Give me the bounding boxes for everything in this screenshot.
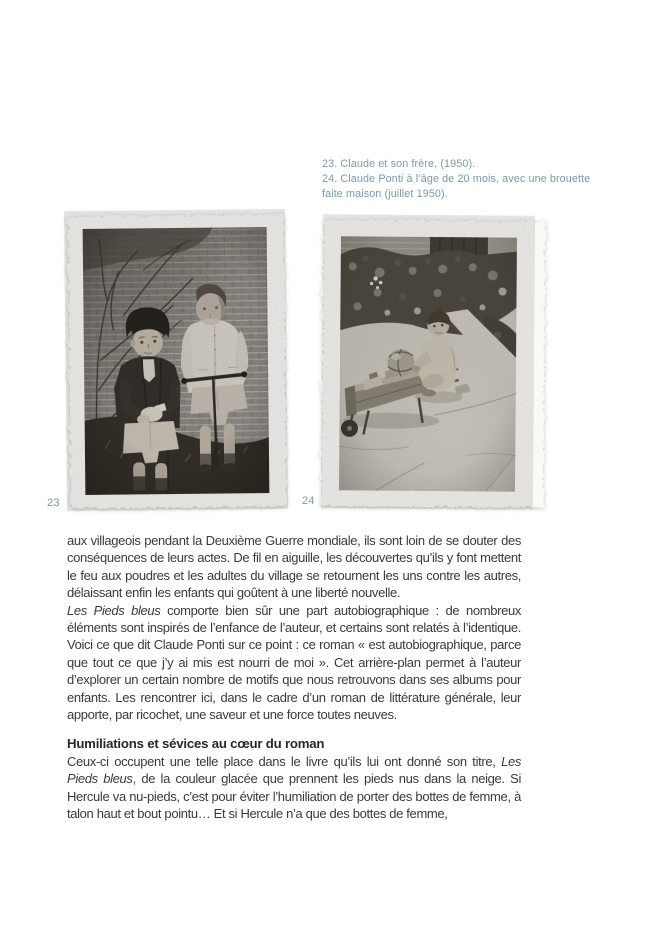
paragraph-village: aux villageois pendant la Deuxième Guerre mondiale, ils sont loin de se douter des conséquences de leurs actes. De fil en aiguille, les découvertes qu’ils y font mettent le feu aux poudres et les adultes du village se retournent les uns contre les autres, délaissant enfin les enfants qui goûtent à une liberté nouvelle. bbox=[67, 533, 521, 601]
caption-photo-24-line1: 24. Claude Ponti à l’âge de 20 mois, avec une brouette bbox=[322, 173, 591, 185]
photo-number-24: 24 bbox=[302, 495, 315, 507]
section-heading: Humiliations et sévices au cœur du roman bbox=[67, 736, 325, 752]
photo-claude-and-brother bbox=[62, 209, 289, 511]
caption-photo-23: 23. Claude et son frère, (1950). bbox=[322, 158, 476, 170]
photo-23-picture bbox=[83, 227, 270, 495]
photo-number-23: 23 bbox=[47, 497, 60, 509]
photo-24-picture bbox=[339, 236, 517, 491]
figure-captions bbox=[322, 157, 590, 202]
body-text bbox=[67, 532, 521, 823]
photo-24-image bbox=[316, 214, 548, 510]
caption-photo-24-line2: faite maison (juillet 1950). bbox=[322, 188, 448, 200]
photo-23-image bbox=[62, 209, 289, 511]
paragraph-humiliations: Ceux-ci occupent une telle place dans le livre qu’ils lui ont donné son titre, Les Pieds bleus, de la couleur glacée que prennent les pieds nus dans la neige. Si Hercule va nu-pieds, c’est pour éviter l’humiliation de porter des bottes de femme, à talon haut et bout pointu… Et si Hercule n’a que des bottes de femme, bbox=[67, 753, 522, 822]
paragraph-autobiographique: Les Pieds bleus comporte bien sûr une part autobiographique : de nombreux éléments sont inspirés de l’enfance de l’auteur, et certains sont relatés à l’identique. Voici ce que dit Claude Ponti sur ce point : ce roman « est autobiographique, parce que tout ce que j’y ai mis est nourri de moi ». Cet arrière-plan permet à l’auteur d’explorer un certain nombre de motifs que nous retrouvons dans ses albums pour enfants. Les rencontrer ici, dans le cadre d’un roman de littérature générale, leur apporte, par ricochet, une saveur et une force toutes neuves. bbox=[67, 602, 521, 723]
photo-claude-wheelbarrow bbox=[316, 214, 548, 510]
